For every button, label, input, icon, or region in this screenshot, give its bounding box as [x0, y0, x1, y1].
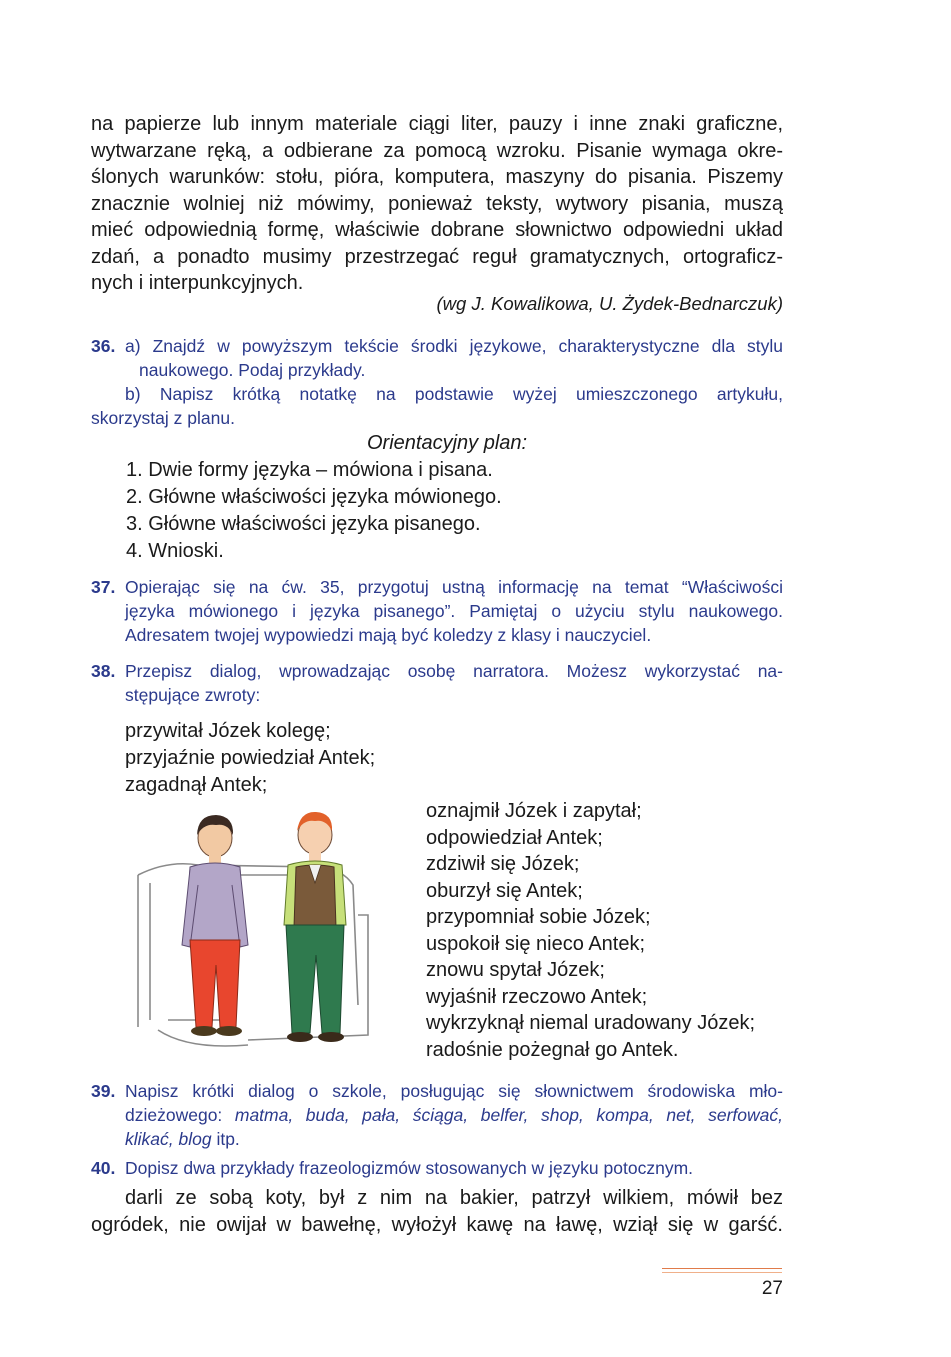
- phrase: przyjaźnie powiedział Antek;: [125, 747, 376, 769]
- exercise-line: Adresatem twojej wypowiedzi mają być koledzy z klasy i nauczyciel.: [125, 625, 652, 645]
- phrase: radośnie pożegnał go Antek.: [426, 1038, 679, 1061]
- exercise-line: a) Znajdź w powyższym tekście środki językowe, charakterystyczne dla stylu: [125, 336, 783, 356]
- exercise-text: [125, 577, 783, 598]
- exercise-text: [125, 1105, 783, 1126]
- slang-words: matma, buda, pała, ściąga, belfer, shop, kompa, net, serfować,: [234, 1105, 783, 1125]
- phrase: odpowiedział Antek;: [426, 826, 603, 849]
- exercise-text: [125, 661, 783, 682]
- exercise-number: 36.: [91, 336, 116, 356]
- intro-line: mieć odpowiednią formę, właściwie dobrane słownictwo odpowiedni układ: [91, 219, 783, 241]
- plan-title: Orientacyjny plan:: [367, 432, 528, 454]
- phrase: oburzył się Antek;: [426, 879, 583, 902]
- idioms-text: [91, 1214, 783, 1237]
- page-number: 27: [761, 1278, 783, 1299]
- plan-item: 3. Główne właściwości języka pisanego.: [126, 513, 481, 535]
- plan-item: 2. Główne właściwości języka mówionego.: [126, 486, 502, 508]
- intro-line: wytwarzane ręką, a odbierane za pomocą wzroku. Pisanie wymaga okre-: [91, 139, 783, 162]
- intro-line: zdań, a ponadto musimy przestrzegać reguł gramatycznych, ortograficz-: [91, 245, 783, 268]
- exercise-line: [125, 1129, 240, 1150]
- exercise-line: Napisz krótki dialog o szkole, posługując się słownictwem środowiska mło-: [125, 1081, 783, 1101]
- footer-rule: [662, 1272, 782, 1273]
- exercise-text: [125, 384, 783, 405]
- exercise-number: 38.: [91, 661, 116, 681]
- boy-antek: [284, 812, 346, 1042]
- exercise-line: b) Napisz krótką notatkę na podstawie wyżej umieszczonego artykułu,: [125, 384, 783, 404]
- exercise-line: Opierając się na ćw. 35, przygotuj ustną informację na temat “Właściwości: [125, 577, 783, 597]
- exercise-line: skorzystaj z planu.: [91, 408, 235, 428]
- exercise-text: [125, 601, 783, 622]
- intro-line: znacznie wolniej niż mówimy, ponieważ teksty, wytwory pisania, muszą: [91, 192, 783, 215]
- slang-words: klikać, blog: [125, 1129, 212, 1149]
- phrase: zdziwił się Józek;: [426, 853, 580, 875]
- source-citation: (wg J. Kowalikowa, U. Żydek-Bednarczuk): [436, 293, 783, 314]
- exercise-line: [125, 1105, 783, 1126]
- phrase: zagadnął Antek;: [125, 774, 268, 796]
- exercise-text: [125, 1081, 783, 1102]
- footer-rule: [662, 1268, 782, 1269]
- line-prefix: dzieżowego:: [125, 1105, 235, 1125]
- exercise-number: 40.: [91, 1158, 116, 1178]
- plan-item: 1. Dwie formy języka – mówiona i pisana.: [126, 459, 493, 481]
- exercise-line: języka mówionego i języka pisanego”. Pamiętaj o użyciu stylu naukowego.: [125, 601, 783, 621]
- exercise-text: [125, 336, 783, 357]
- phrase: przypomniał sobie Józek;: [426, 906, 651, 928]
- two-boys-illustration: [128, 805, 388, 1065]
- exercise-line: Przepisz dialog, wprowadzając osobę narratora. Możesz wykorzystać na-: [125, 661, 783, 681]
- phrase: przywitał Józek kolegę;: [125, 720, 331, 742]
- phrase: oznajmił Józek i zapytał;: [426, 800, 642, 822]
- exercise-line: naukowego. Podaj przykłady.: [139, 360, 366, 380]
- exercise-line: stępujące zwroty:: [125, 685, 261, 705]
- phrase: znowu spytał Józek;: [426, 959, 605, 981]
- exercise-number: 39.: [91, 1081, 116, 1101]
- line-suffix: itp.: [211, 1129, 240, 1149]
- idioms-line: ogródek, nie owijał w bawełnę, wyłożył kawę na ławę, wziął się w garść.: [91, 1214, 783, 1236]
- intro-line: nych i interpunkcyjnych.: [91, 272, 304, 294]
- intro-line: na papierze lub innym materiale ciągi liter, pauzy i inne znaki graficzne,: [91, 113, 783, 135]
- boy-jozek: [182, 815, 248, 1036]
- idioms-text: [125, 1187, 783, 1210]
- exercise-line: Dopisz dwa przykłady frazeologizmów stosowanych w języku potocznym.: [125, 1158, 694, 1178]
- idioms-line: darli ze sobą koty, był z nim na bakier, patrzył wilkiem, mówił bez: [125, 1187, 783, 1209]
- intro-paragraph: [91, 111, 783, 297]
- exercise-number: 37.: [91, 577, 116, 597]
- plan-item: 4. Wnioski.: [126, 540, 224, 562]
- intro-line: ślonych warunków: stołu, pióra, komputera, maszyny do pisania. Piszemy: [91, 166, 783, 188]
- phrase: wykrzyknął niemal uradowany Józek;: [426, 1012, 756, 1034]
- phrase: uspokoił się nieco Antek;: [426, 932, 646, 955]
- phrase: wyjaśnił rzeczowo Antek;: [426, 985, 648, 1008]
